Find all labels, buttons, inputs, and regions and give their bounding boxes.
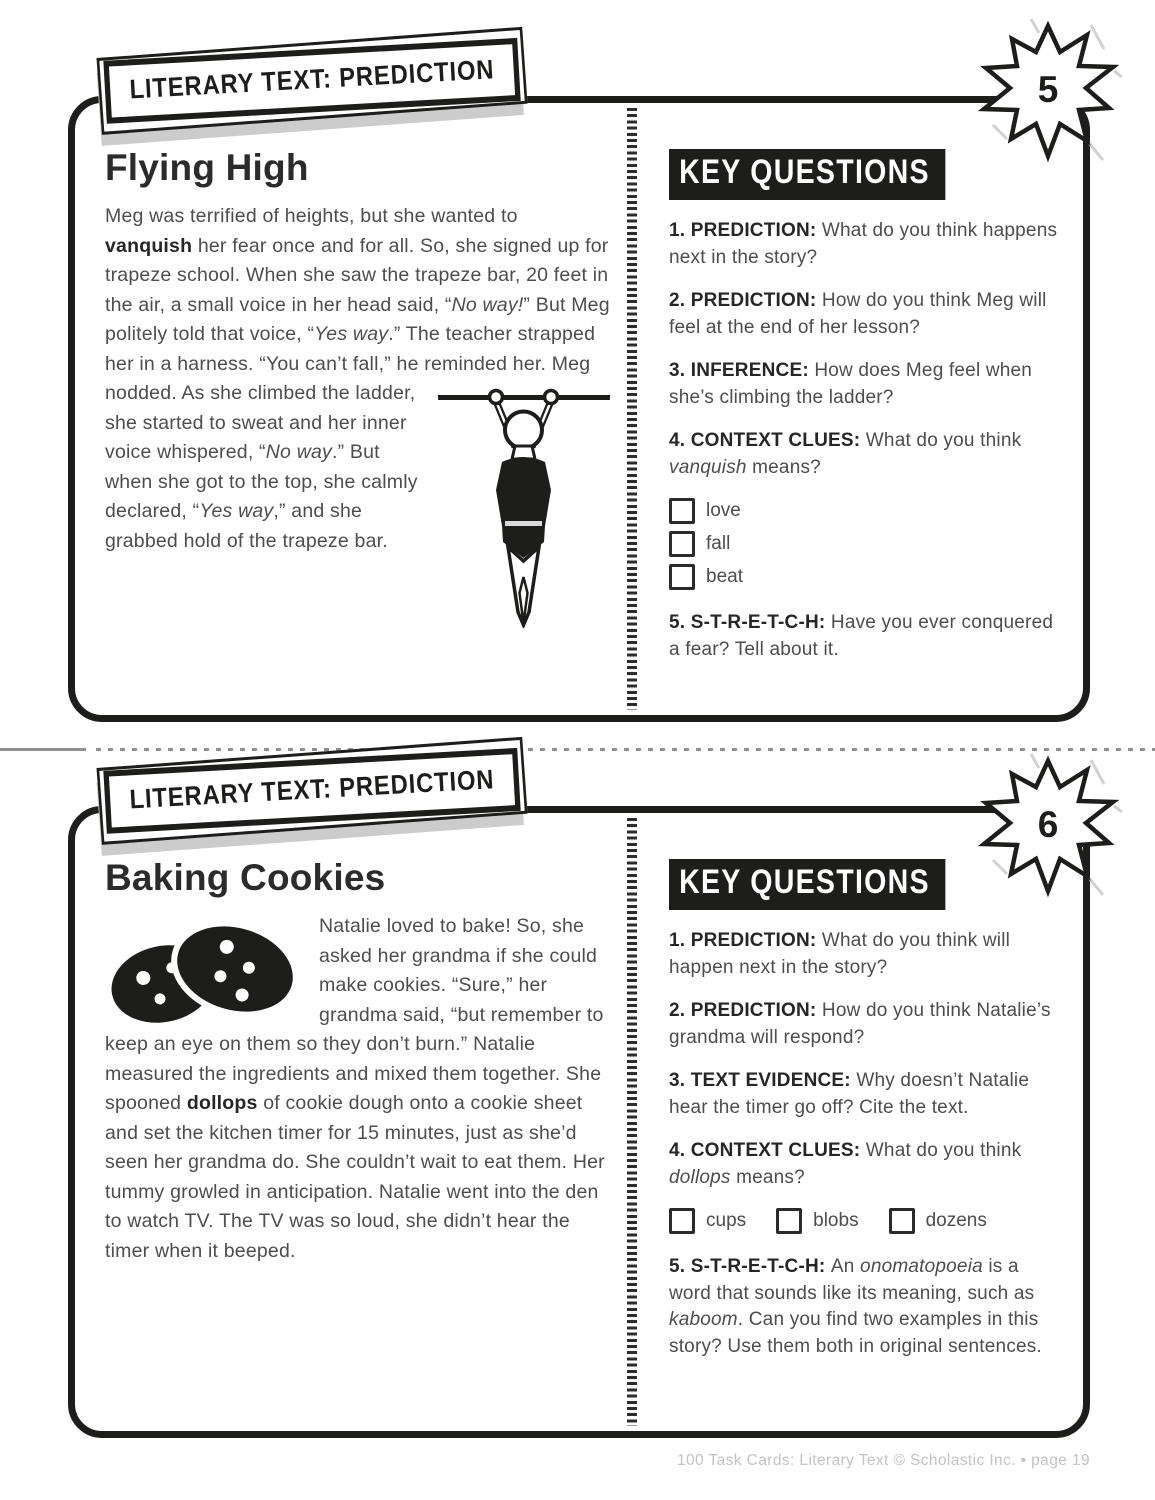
checkbox[interactable]: [669, 564, 695, 590]
cookies-icon: [105, 914, 305, 1024]
answer-options: [669, 498, 1061, 590]
checkbox[interactable]: [669, 531, 695, 557]
option-dozens: dozens: [889, 1208, 987, 1234]
option-blobs: blobs: [776, 1208, 858, 1234]
question-1: 1. PREDICTION: What do you think will happen next in the story?: [669, 930, 1011, 978]
checkbox[interactable]: [669, 1208, 695, 1234]
checkbox[interactable]: [669, 498, 695, 524]
key-questions-column: [669, 859, 1061, 1377]
card-number-badge: [973, 13, 1123, 163]
card-title: Flying High: [105, 147, 309, 188]
question-4: 4. CONTEXT CLUES: What do you think vanquish means?: [669, 430, 1022, 478]
option-fall: fall: [669, 531, 1061, 557]
question-3: 3. INFERENCE: How does Meg feel when she’s climbing the ladder?: [669, 360, 1033, 408]
key-questions-column: [669, 149, 1061, 680]
trapeze-artist-icon: [438, 383, 610, 628]
card-number-badge: [973, 748, 1123, 898]
card-category-label: LITERARY TEXT: PREDICTION: [128, 54, 496, 105]
story-column: [105, 857, 610, 1266]
card-number: 6: [1037, 804, 1059, 845]
answer-options: [669, 1208, 1061, 1234]
question-2: 2. PREDICTION: How do you think Natalie’s grandma will respond?: [669, 1000, 1051, 1048]
task-card-5: [68, 54, 1090, 722]
option-love: love: [669, 498, 1061, 524]
card-number: 5: [1037, 69, 1059, 110]
card-category-label: LITERARY TEXT: PREDICTION: [128, 764, 496, 815]
story-text: Natalie loved to bake! So, she asked her grandma if she could make cookies. “Sure,” her grandma said, “but remember to keep an eye on them so they don’t burn.” Natalie measured the ingredients and mixed them together. She spooned dollops of cookie dough onto a cookie sheet and set the kitchen timer for 15 minutes, just as she’d seen her grandma do. She couldn’t wait to eat them. Her tummy growled in anticipation. Natalie went into the den to watch TV. The TV was so loud, she didn’t hear the timer when it beeped.: [105, 912, 610, 1266]
question-1: 1. PREDICTION: What do you think happens next in the story?: [669, 220, 1058, 268]
question-5: 5. S-T-R-E-T-C-H: Have you ever conquered a fear? Tell about it.: [669, 612, 1054, 660]
option-cups: cups: [669, 1208, 746, 1234]
card-category-tag: [97, 30, 528, 132]
story-text: Meg was terrified of heights, but she wanted to vanquish her fear once and for all. So, she signed up for trapeze school. When she saw the trapeze bar, 20 feet in the air, a small voice in her head said, “No way!” But Meg politely told that voice, “Yes way.” The teacher strapped her in a harness. “You can’t fall,” he reminded her. Meg nodded. As she climbed the ladder, she started to sweat and her inner voice whispered, “No way.” But when she got to the top, she calmly declared, “Yes way,” and she grabbed hold of the trapeze bar.: [105, 202, 610, 556]
task-card-6: [68, 764, 1090, 1438]
story-column: [105, 147, 610, 628]
column-divider: [627, 818, 637, 1426]
key-questions-header: KEY QUESTIONS: [669, 859, 945, 910]
column-divider: [627, 108, 637, 710]
key-questions-header: KEY QUESTIONS: [669, 149, 945, 200]
question-5: 5. S-T-R-E-T-C-H: An onomatopoeia is a word that sounds like its meaning, such as kaboom. Can you find two examples in this story? Use them both in original sentences.: [669, 1256, 1042, 1357]
card-title: Baking Cookies: [105, 857, 386, 898]
question-3: 3. TEXT EVIDENCE: Why doesn’t Natalie hear the timer go off? Cite the text.: [669, 1070, 1030, 1118]
option-beat: beat: [669, 564, 1061, 590]
card-category-tag: [97, 740, 528, 842]
checkbox[interactable]: [776, 1208, 802, 1234]
page-footer-credit: 100 Task Cards: Literary Text © Scholastic Inc. • page 19: [677, 1452, 1090, 1469]
checkbox[interactable]: [889, 1208, 915, 1234]
question-2: 2. PREDICTION: How do you think Meg will feel at the end of her lesson?: [669, 290, 1047, 338]
question-4: 4. CONTEXT CLUES: What do you think dollops means?: [669, 1140, 1022, 1188]
